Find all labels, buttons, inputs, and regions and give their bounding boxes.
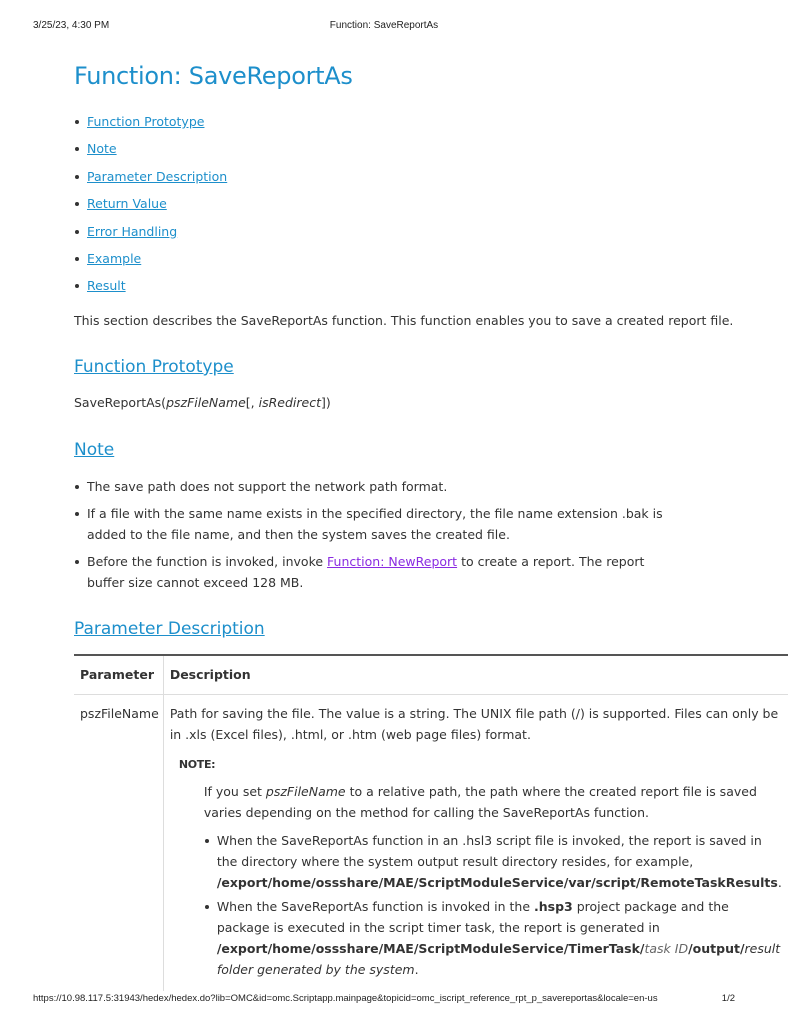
bullet-text: . xyxy=(777,875,782,890)
bullet-text: . xyxy=(414,962,419,977)
toc-item xyxy=(74,140,227,167)
print-datetime: 3/25/23, 4:30 PM xyxy=(33,20,110,31)
toc-link-return-value[interactable]: Return Value xyxy=(87,196,167,212)
prototype-close: ]) xyxy=(320,395,331,410)
bullet-text: When the SaveReportAs function in an .hsl3 script file is invoked, the report is saved in the directory where the system output result directory resides, for example, xyxy=(216,833,762,869)
bullet-path: /export/home/ossshare/MAE/ScriptModuleService/TimerTask/ xyxy=(216,941,645,956)
toc-link-function-prototype[interactable]: Function Prototype xyxy=(87,114,205,129)
function-prototype xyxy=(74,394,331,412)
note-italic-param: pszFileName xyxy=(265,784,346,799)
note-list xyxy=(74,476,684,599)
prototype-arg-filename: pszFileName xyxy=(166,395,246,410)
param-description xyxy=(163,695,788,992)
print-title: Function: SaveReportAs xyxy=(329,20,439,31)
print-footer xyxy=(0,993,768,1007)
param-description-text: Path for saving the file. The value is a string. The UNIX file path (/) is supported. Files can only be in .xls (Excel files), .html, or .htm (web page files) format. xyxy=(169,706,779,742)
note-item: The save path does not support the network path format. xyxy=(74,476,684,497)
note-block xyxy=(179,754,782,980)
note-bullets xyxy=(204,830,782,980)
bullet-italic: task ID xyxy=(644,941,689,956)
prototype-arg-redirect: isRedirect xyxy=(258,395,321,410)
note-text: If you set xyxy=(203,784,266,799)
bullet-italic: result folder generated by the system xyxy=(216,941,781,977)
toc-link-note[interactable]: Note xyxy=(87,141,117,157)
toc-item xyxy=(74,277,227,304)
bullet-path: /output/ xyxy=(688,941,745,956)
page-title: Function: SaveReportAs xyxy=(74,62,353,90)
note-item: If a file with the same name exists in the specified directory, the file name extension .bak is added to the file name, and then the system saves the created file. xyxy=(74,503,684,545)
section-heading-note: Note xyxy=(74,440,115,460)
table-row xyxy=(74,695,788,992)
toc-link-result[interactable]: Result xyxy=(87,278,126,294)
bullet-text: When the SaveReportAs function is invoked in the xyxy=(216,899,535,914)
note-item-text: Before the function is invoked, invoke xyxy=(87,554,328,569)
toc-item xyxy=(74,223,227,250)
column-header-parameter: Parameter xyxy=(74,655,163,695)
note-text: to a relative path, the path where the created report file is saved varies depending on the method for calling the SaveReportAs function. xyxy=(203,784,757,820)
toc-item xyxy=(74,195,227,222)
note-label: NOTE: xyxy=(178,758,216,771)
note-item xyxy=(74,551,684,593)
toc-item xyxy=(74,250,227,277)
table-header-row xyxy=(74,655,788,695)
prototype-fn: SaveReportAs( xyxy=(74,395,167,410)
section-heading-function-prototype: Function Prototype xyxy=(74,357,234,377)
column-header-description: Description xyxy=(163,655,788,695)
intro-paragraph: This section describes the SaveReportAs function. This function enables you to save a created report file. xyxy=(74,313,734,328)
param-name: pszFileName xyxy=(74,695,163,992)
print-url: https://10.98.117.5:31943/hedex/hedex.do?lib=OMC&id=omc.Scriptapp.mainpage&topicid=omc_iscript_reference_rpt_p_savereportas&locale=en-us xyxy=(33,993,658,1004)
bullet-bold: .hsp3 xyxy=(534,899,573,914)
bullet-text: project package and the package is executed in the script timer task, the report is generated in xyxy=(216,899,729,935)
toc-link-example[interactable]: Example xyxy=(87,250,142,266)
parameter-table xyxy=(74,654,788,991)
bullet-path: /export/home/ossshare/MAE/ScriptModuleService/var/script/RemoteTaskResults xyxy=(216,875,778,890)
toc-link-parameter-description[interactable]: Parameter Description xyxy=(87,168,228,184)
toc-link-error-handling[interactable]: Error Handling xyxy=(87,223,178,239)
toc-item xyxy=(74,168,227,195)
print-page-number: 1/2 xyxy=(721,993,735,1004)
section-heading-parameter-description: Parameter Description xyxy=(74,619,265,639)
note-paragraph xyxy=(204,781,782,823)
note-body xyxy=(204,781,782,980)
note-item-text: to create a report. The report buffer size cannot exceed 128 MB. xyxy=(87,554,645,590)
prototype-separator: [, xyxy=(245,395,259,410)
link-function-newreport[interactable]: Function: NewReport xyxy=(327,554,458,569)
toc-item xyxy=(74,113,227,140)
list-item xyxy=(204,896,782,980)
table-of-contents xyxy=(74,113,227,305)
list-item xyxy=(204,830,782,893)
